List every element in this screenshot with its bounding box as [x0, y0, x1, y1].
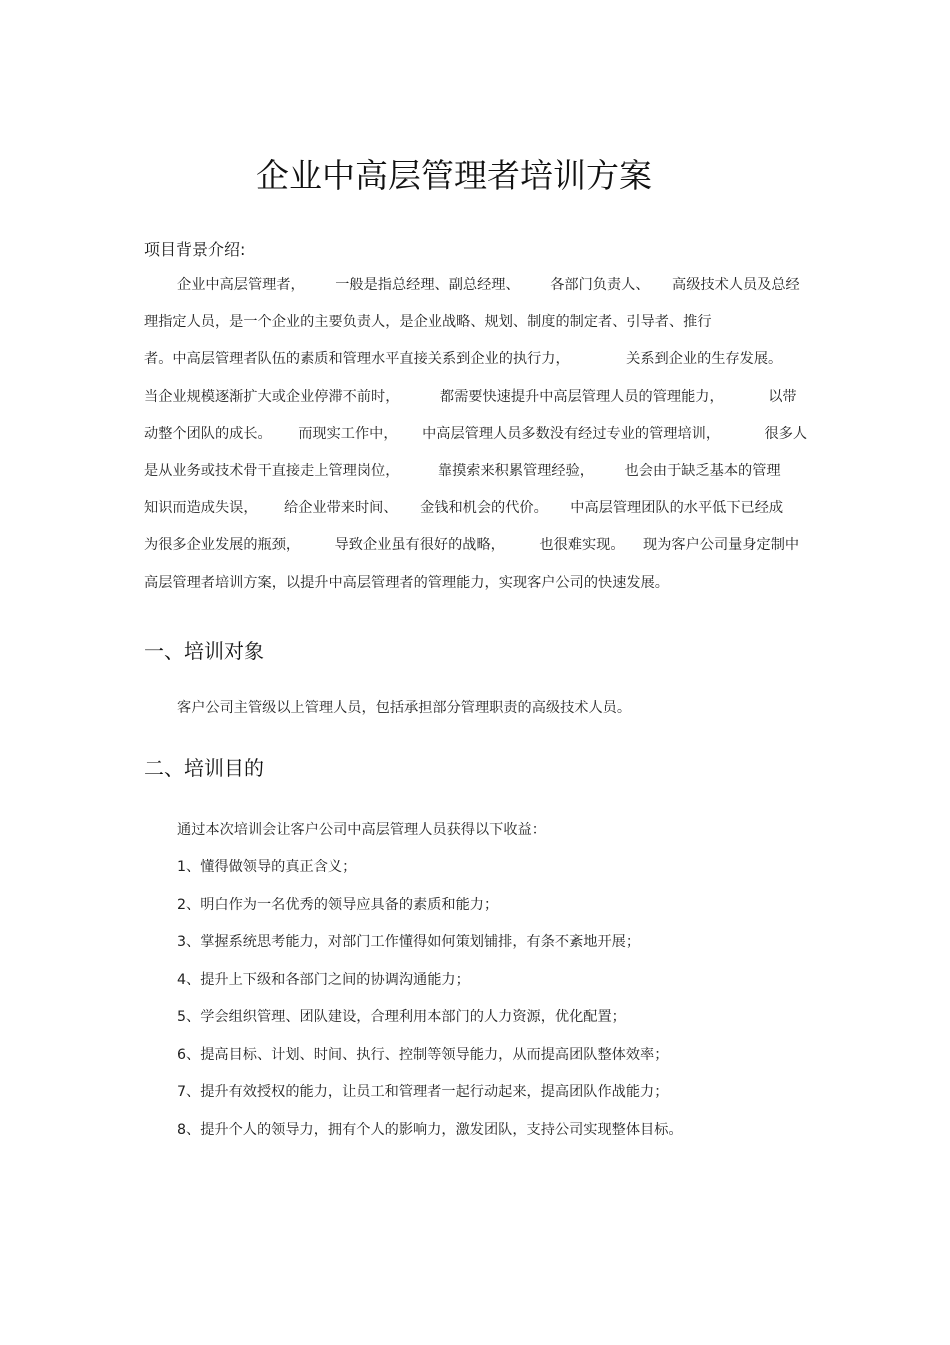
text-segment: 企业中高层管理者，: [177, 277, 305, 293]
text-segment: 都需要快速提升中高层管理人员的管理能力，: [439, 388, 724, 405]
paragraph-line: [144, 419, 814, 456]
text-segment: 金钱和机会的代价。: [420, 500, 548, 517]
training-target-text: 客户公司主管级以上管理人员，包括承担部分管理职责的高级技术人员。: [177, 700, 632, 716]
paragraph-line: [144, 493, 814, 530]
text-segment: 高级技术人员及总经: [672, 277, 800, 293]
text-segment: 当企业规模逐渐扩大或企业停滞不前时，: [144, 388, 400, 405]
list-item: 6、提高目标、计划、时间、执行、控制等领导能力，从而提高团队整体效率；: [177, 1046, 669, 1063]
list-item: 4、提升上下级和各部门之间的协调沟通能力；: [177, 971, 470, 988]
text-segment: 也会由于缺乏基本的管理: [624, 462, 781, 479]
text-segment: 是从业务或技术骨干直接走上管理岗位，: [144, 462, 400, 479]
text-segment: 给企业带来时间、: [284, 500, 398, 517]
text-segment: 知识而造成失误，: [144, 500, 258, 517]
background-heading: 项目背景介绍:: [144, 240, 246, 259]
text-segment: 导致企业虽有很好的战略，: [334, 537, 505, 554]
text-segment: 高层管理者培训方案，以提升中高层管理者的管理能力，实现客户公司的快速发展。: [144, 574, 669, 591]
paragraph-line: [144, 344, 814, 381]
text-segment: 动整个团队的成长。: [144, 425, 272, 442]
list-item: 2、明白作为一名优秀的领导应具备的素质和能力；: [177, 896, 499, 913]
text-segment: 各部门负责人、: [550, 277, 650, 293]
paragraph-line: [144, 270, 814, 307]
paragraph-line: [144, 568, 814, 605]
text-segment: 现为客户公司量身定制中: [643, 537, 800, 554]
section-heading-training-purpose: 二、培训目的: [144, 756, 264, 780]
text-segment: 为很多企业发展的瓶颈，: [144, 537, 301, 554]
paragraph-line: [144, 307, 814, 344]
text-segment: 靠摸索来积累管理经验，: [437, 462, 594, 479]
list-item: 3、掌握系统思考能力，对部门工作懂得如何策划铺排，有条不紊地开展；: [177, 934, 641, 950]
list-item: 1、懂得做领导的真正含义；: [177, 859, 357, 875]
text-segment: 理指定人员，是一个企业的主要负责人，是企业战略、规划、制度的制定者、引导者、推行: [144, 314, 712, 331]
text-segment: 者。中高层管理者队伍的素质和管理水平直接关系到企业的执行力，: [144, 351, 570, 368]
background-paragraph: [144, 270, 814, 605]
list-item: 7、提升有效授权的能力，让员工和管理者一起行动起来，提高团队作战能力；: [177, 1084, 669, 1100]
text-segment: 也很难实现。: [539, 537, 625, 554]
text-segment: 中高层管理团队的水平低下已经成: [570, 500, 784, 517]
text-segment: 中高层管理人员多数没有经过专业的管理培训，: [422, 425, 721, 442]
text-segment: 很多人: [764, 425, 808, 442]
text-segment: 以带: [768, 388, 797, 405]
list-item: 8、提升个人的领导力，拥有个人的影响力，激发团队，支持公司实现整体目标。: [177, 1121, 683, 1138]
paragraph-line: [144, 530, 814, 567]
paragraph-line: [144, 456, 814, 493]
text-segment: 一般是指总经理、副总经理、: [335, 277, 520, 293]
document-title: 企业中高层管理者培训方案: [256, 156, 652, 195]
paragraph-line: [144, 382, 814, 419]
text-segment: 而现实工作中，: [298, 425, 398, 442]
list-item: 5、学会组织管理、团队建设，合理利用本部门的人力资源，优化配置；: [177, 1009, 626, 1025]
training-purpose-intro: 通过本次培训会让客户公司中高层管理人员获得以下收益：: [177, 822, 546, 838]
section-heading-training-target: 一、培训对象: [144, 639, 264, 663]
training-goals-list: [177, 855, 683, 1155]
text-segment: 关系到企业的生存发展。: [626, 351, 783, 368]
